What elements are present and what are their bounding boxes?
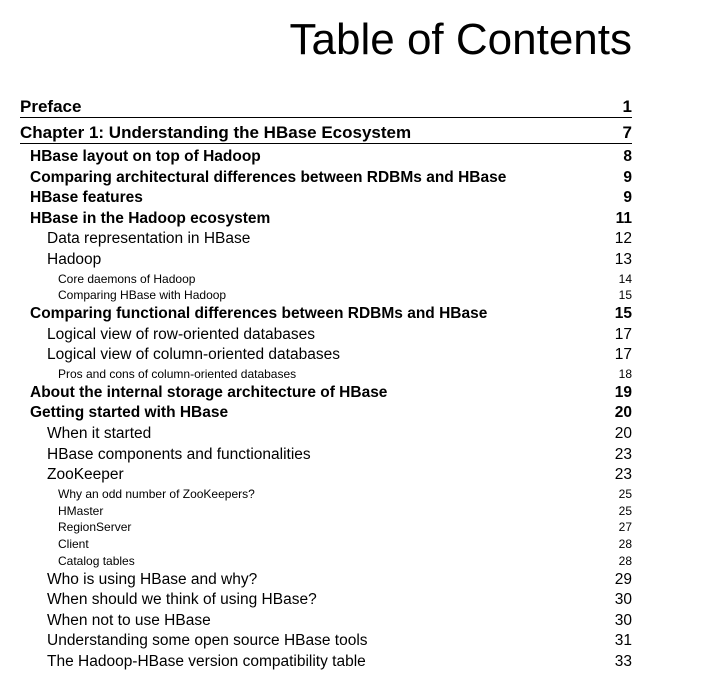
toc-entry-title: Catalog tables: [58, 553, 135, 568]
toc-entry[interactable]: [20, 345, 632, 366]
toc-page-number: 20: [614, 424, 632, 442]
toc-entry[interactable]: [20, 631, 632, 652]
toc-entry[interactable]: [20, 403, 632, 424]
toc-page-number: 25: [618, 486, 632, 501]
toc-entry[interactable]: [20, 611, 632, 632]
toc-page-number: 12: [614, 230, 632, 248]
toc-entry[interactable]: [20, 287, 632, 304]
toc-entry-title: Client: [58, 537, 89, 552]
toc-entry[interactable]: [20, 304, 632, 325]
table-of-contents: [20, 96, 632, 673]
toc-entry-title: When it started: [47, 424, 152, 442]
toc-entry-title: Getting started with HBase: [30, 404, 229, 422]
toc-page-number: 11: [615, 209, 632, 227]
toc-entry-title: Comparing architectural differences between RDBMs and HBase: [30, 168, 507, 186]
toc-page-number: 15: [618, 288, 632, 303]
toc-page-number: 28: [618, 537, 632, 552]
toc-entry-title: Logical view of column-oriented databases: [47, 346, 340, 364]
toc-page-number: 7: [622, 123, 632, 142]
toc-entry-title: The Hadoop-HBase version compatibility table: [47, 653, 366, 671]
toc-entry-title: Data representation in HBase: [47, 230, 251, 248]
toc-page-number: 9: [623, 168, 632, 186]
toc-entry-title: Understanding some open source HBase tools: [47, 632, 368, 650]
toc-page-number: 17: [614, 325, 632, 343]
toc-entry[interactable]: [20, 250, 632, 271]
toc-page-number: 29: [614, 570, 632, 588]
toc-page-number: 15: [614, 305, 632, 323]
toc-page-number: 18: [618, 366, 632, 381]
toc-entry-title: HMaster: [58, 503, 104, 518]
toc-entry-title: Hadoop: [47, 250, 102, 268]
toc-entry[interactable]: [20, 147, 632, 168]
toc-entry-title: Logical view of row-oriented databases: [47, 325, 315, 343]
toc-page-number: 33: [614, 653, 632, 671]
toc-entry-title: About the internal storage architecture of HBase: [30, 383, 388, 401]
toc-entry[interactable]: [20, 325, 632, 346]
toc-entry[interactable]: [20, 465, 632, 486]
toc-entry[interactable]: [20, 590, 632, 611]
toc-page-number: 20: [614, 404, 632, 422]
toc-entry[interactable]: [20, 188, 632, 209]
toc-entry-title: Pros and cons of column-oriented databases: [58, 366, 297, 381]
toc-entry[interactable]: [20, 168, 632, 189]
toc-page-number: 27: [618, 520, 632, 535]
toc-page-number: 13: [614, 250, 632, 268]
toc-entry-title: When not to use HBase: [47, 611, 211, 629]
toc-entry-title: Why an odd number of ZooKeepers?: [58, 486, 255, 501]
toc-entry[interactable]: [20, 445, 632, 466]
page-title: Table of Contents: [289, 15, 632, 64]
toc-entry[interactable]: [20, 652, 632, 673]
toc-chapter-entry[interactable]: [20, 122, 632, 144]
toc-entry-title: RegionServer: [58, 520, 132, 535]
toc-page-number: 19: [614, 383, 632, 401]
toc-entry[interactable]: [20, 503, 632, 520]
toc-page-number: 8: [623, 148, 632, 165]
toc-entry[interactable]: [20, 536, 632, 553]
toc-page-number: 30: [614, 591, 632, 609]
toc-entry[interactable]: [20, 271, 632, 288]
toc-page-number: 14: [618, 271, 632, 286]
toc-entry[interactable]: [20, 553, 632, 570]
toc-entry[interactable]: [20, 229, 632, 250]
toc-page-number: 23: [614, 445, 632, 463]
toc-entry-title: When should we think of using HBase?: [47, 591, 317, 609]
toc-entry-title: Who is using HBase and why?: [47, 570, 258, 588]
toc-entry-title: ZooKeeper: [47, 466, 124, 484]
toc-entry-title: Core daemons of Hadoop: [58, 271, 196, 286]
toc-entry-title: Comparing HBase with Hadoop: [58, 288, 227, 303]
toc-entry-title: HBase layout on top of Hadoop: [30, 148, 261, 165]
toc-entry[interactable]: [20, 366, 632, 383]
toc-page-number: 30: [614, 611, 632, 629]
toc-entry[interactable]: [20, 519, 632, 536]
toc-entry-title: HBase in the Hadoop ecosystem: [30, 209, 271, 227]
toc-entry[interactable]: [20, 383, 632, 404]
toc-entry-title: Chapter 1: Understanding the HBase Ecosystem: [20, 123, 412, 142]
toc-entry[interactable]: [20, 570, 632, 591]
toc-entry-title: Comparing functional differences between RDBMs and HBase: [30, 305, 488, 323]
toc-entry-title: Preface: [20, 97, 82, 116]
toc-entry[interactable]: [20, 424, 632, 445]
toc-entry-title: HBase features: [30, 189, 143, 207]
toc-page-number: 9: [623, 189, 632, 207]
toc-page-number: 25: [618, 503, 632, 518]
toc-chapter-entry[interactable]: [20, 96, 632, 118]
toc-page-number: 31: [614, 632, 632, 650]
toc-page-number: 28: [618, 553, 632, 568]
toc-page-number: 17: [614, 346, 632, 364]
toc-page-number: 1: [622, 97, 632, 116]
toc-entry[interactable]: [20, 486, 632, 503]
toc-entry[interactable]: [20, 209, 632, 230]
toc-entry-title: HBase components and functionalities: [47, 445, 311, 463]
toc-page-number: 23: [614, 466, 632, 484]
